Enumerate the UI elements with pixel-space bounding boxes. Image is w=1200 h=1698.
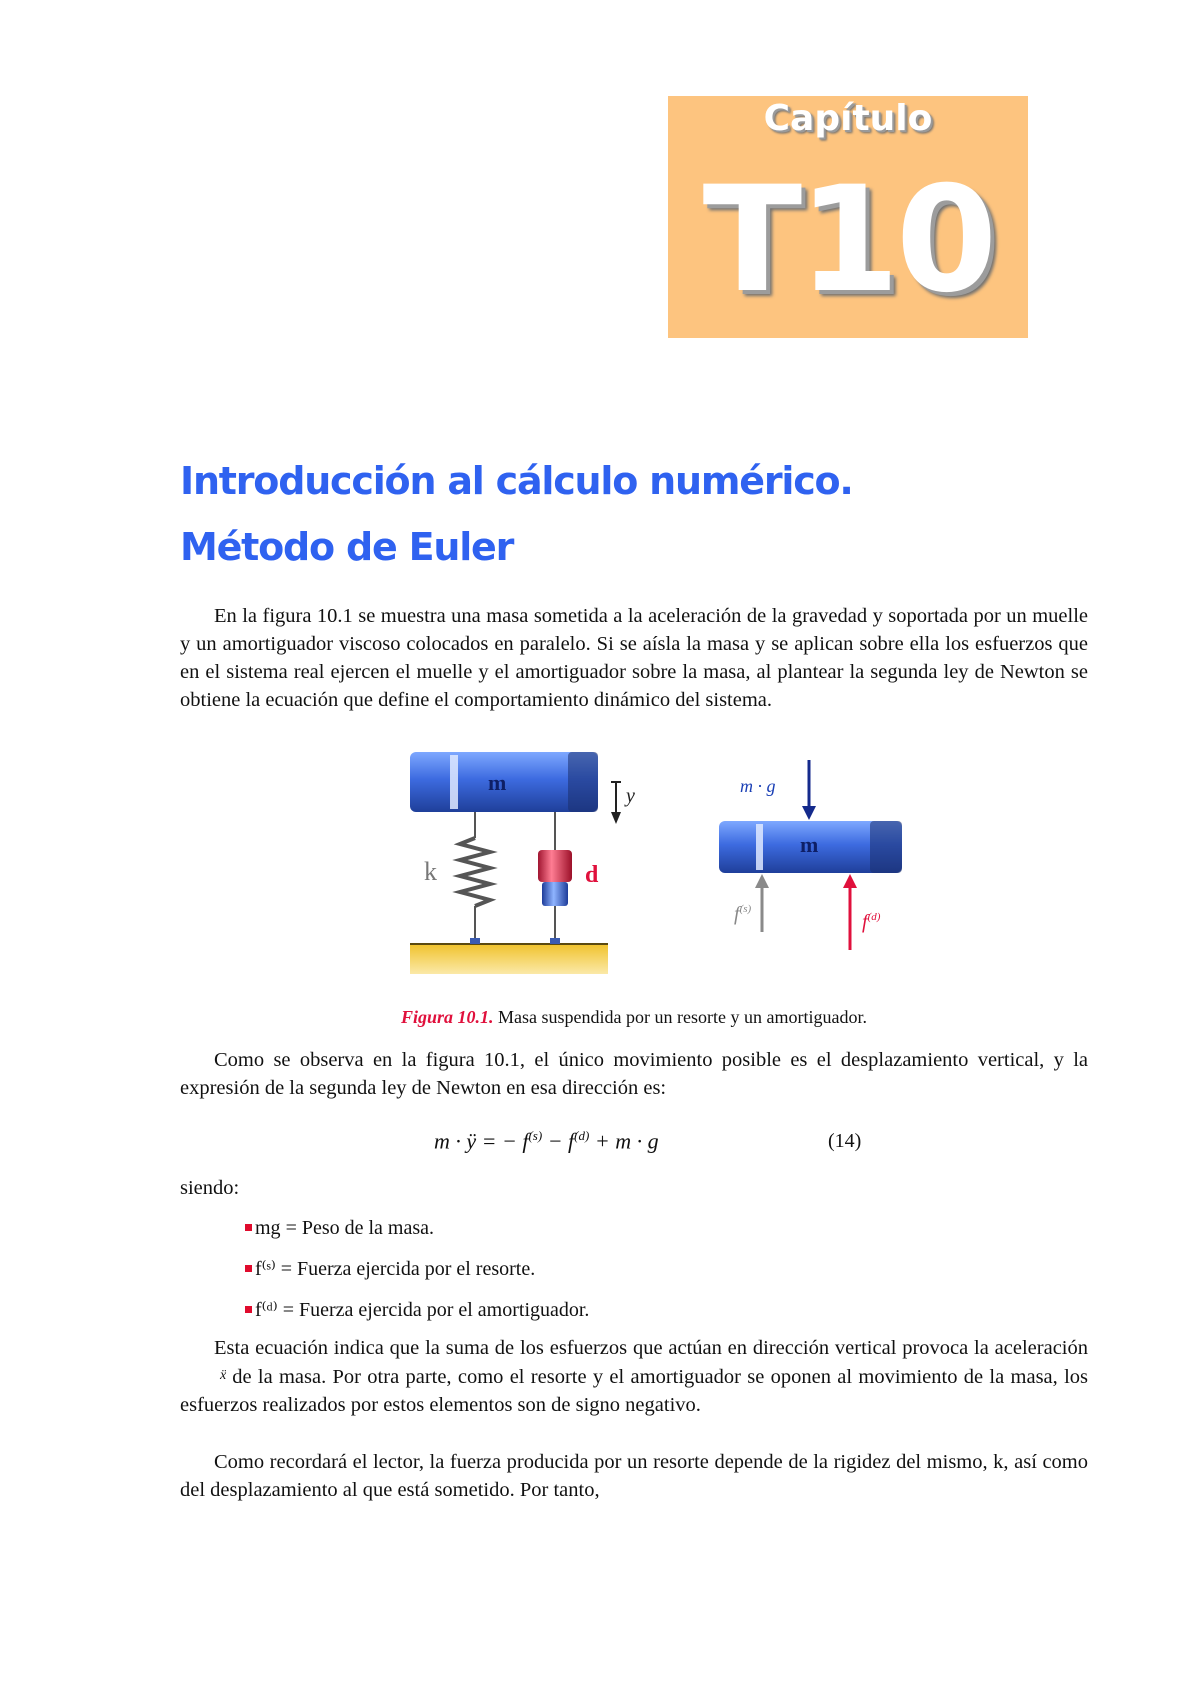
- bullet-icon: [245, 1265, 252, 1272]
- list-text: = Fuerza ejercida por el amortiguador.: [277, 1299, 590, 1321]
- bullet-icon: [245, 1306, 252, 1313]
- list-text: = Fuerza ejercida por el resorte.: [275, 1258, 536, 1280]
- chapter-label: Capítulo: [763, 98, 933, 139]
- damper-force-label: $f^{(d)}$: [862, 911, 881, 933]
- definitions-list: [255, 1214, 589, 1337]
- bullet-icon: [245, 1224, 252, 1231]
- figure-caption: [180, 1007, 1088, 1028]
- p3-part-a: Esta ecuación indica que la suma de los esfuerzos que actúan en dirección vertical provoca la aceleración: [214, 1337, 1088, 1359]
- paragraph-3: [180, 1334, 1088, 1419]
- eq-d-sup: (d): [574, 1128, 590, 1143]
- paragraph-1: En la figura 10.1 se muestra una masa sometida a la aceleración de la gravedad y soportada por un muelle y un amortiguador viscoso colocados en paralelo. Si se aísla la masa y se aplican sobre ella los esfuerzos que en el sistema real ejercen el muelle y el amortiguador sobre la masa, al plantear la segunda ley de Newton se obtiene la ecuación que define el comportamiento dinámico del sistema.: [180, 605, 1088, 711]
- eq-s-sup: (s): [528, 1128, 543, 1143]
- displacement-arrow: [611, 782, 621, 824]
- damper-label: d: [585, 862, 599, 888]
- title-line-1: Introducción al cálculo numérico.: [180, 459, 853, 503]
- paragraph-4: Como recordará el lector, la fuerza producida por un resorte depende de la rigidez del mismo, k, así como del desplazamiento al que está sometido. Por tanto,: [180, 1451, 1088, 1501]
- eq-f-s: f: [522, 1128, 529, 1154]
- list-symbol: f⁽ˢ⁾: [255, 1258, 276, 1280]
- list-symbol: mg: [255, 1217, 281, 1239]
- chapter-box: [668, 96, 1028, 338]
- caption-label: Figura 10.1.: [401, 1007, 494, 1027]
- list-item: [255, 1214, 589, 1255]
- damper-force-arrow: [843, 874, 857, 950]
- acceleration-symbol: ẍ: [220, 1368, 227, 1383]
- eq-f-d: f: [568, 1128, 575, 1154]
- eq-lhs: m · ÿ = −: [434, 1128, 517, 1154]
- ground: [410, 944, 608, 974]
- spring-label: k: [424, 857, 437, 886]
- figure-mass-spring-damper: [410, 752, 910, 992]
- spring: [460, 812, 490, 944]
- damper: [538, 812, 572, 944]
- mass-label-left: m: [488, 770, 507, 795]
- p3-part-b: de la masa. Por otra parte, como el resorte y el amortiguador se oponen al movimiento de la masa, los esfuerzos realizados por estos elementos son de signo negativo.: [180, 1366, 1088, 1416]
- equation-number: (14): [828, 1130, 862, 1152]
- equation-14: [434, 1128, 659, 1154]
- list-item: [255, 1296, 589, 1337]
- eq-rhs: + m · g: [594, 1128, 659, 1154]
- spring-force-arrow: [755, 874, 769, 932]
- eq-minus: −: [547, 1128, 563, 1154]
- displacement-label: y: [626, 785, 635, 807]
- title-line-2: Método de Euler: [180, 525, 514, 569]
- chapter-code: T10: [702, 155, 994, 325]
- paragraph-2: Como se observa en la figura 10.1, el único movimiento posible es el desplazamiento vertical, y la expresión de la segunda ley de Newton en esa dirección es:: [180, 1049, 1088, 1099]
- spring-force-label: $f^{(s)}$: [734, 903, 752, 925]
- weight-label: m · g: [740, 776, 776, 796]
- list-text: = Peso de la masa.: [280, 1217, 435, 1239]
- siendo-label: siendo:: [180, 1177, 240, 1199]
- list-symbol: f⁽ᵈ⁾: [255, 1299, 278, 1321]
- caption-text: Masa suspendida por un resorte y un amortiguador.: [498, 1007, 867, 1027]
- page-title: [180, 448, 853, 580]
- mass-label-right: m: [800, 832, 819, 857]
- list-item: [255, 1255, 589, 1296]
- weight-arrow: [802, 760, 816, 820]
